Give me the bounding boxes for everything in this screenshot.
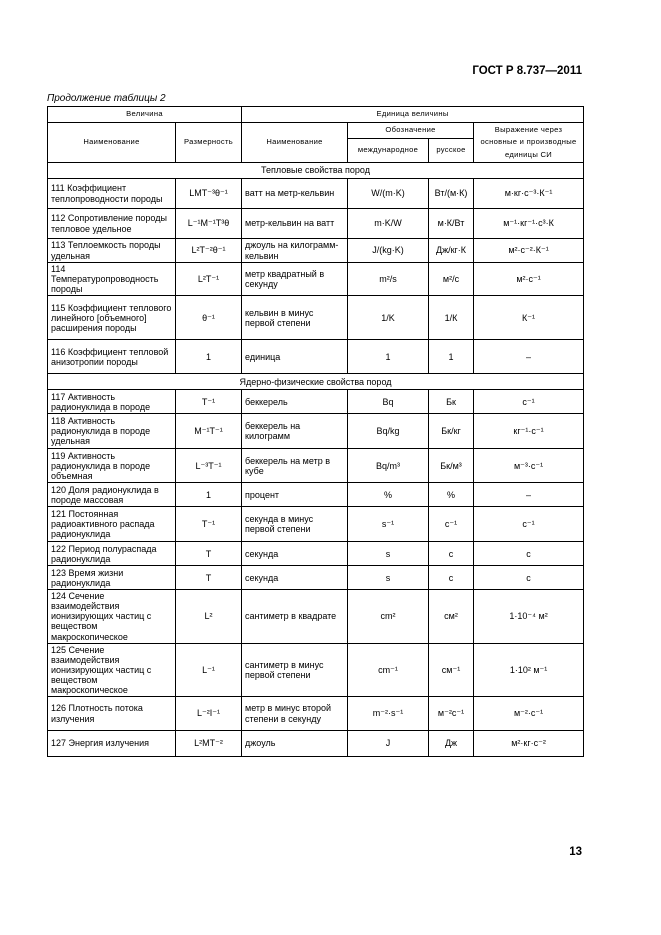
- unit-name-cell: единица: [242, 340, 348, 374]
- unit-name-cell: секунда в минус первой степени: [242, 507, 348, 542]
- si-expression-cell: м⁻³·с⁻¹: [474, 449, 584, 483]
- si-expression-cell: с⁻¹: [474, 507, 584, 542]
- dimension-cell: L²: [176, 590, 242, 643]
- table-row: [48, 643, 584, 696]
- section-title: Тепловые свойства пород: [48, 163, 584, 179]
- table-row: [48, 340, 584, 374]
- header-row-2: [48, 123, 584, 139]
- si-expression-cell: м²·с⁻²·К⁻¹: [474, 239, 584, 263]
- unit-name-cell: метр в минус второй степени в секунду: [242, 697, 348, 731]
- unit-name-cell: беккерель на метр в кубе: [242, 449, 348, 483]
- quantity-name: 121 Постоянная радиоактивного распада радионуклида: [48, 507, 176, 542]
- quantity-name: 116 Коэффициент тепловой анизотропии породы: [48, 340, 176, 374]
- si-expression-cell: м⁻²·с⁻¹: [474, 697, 584, 731]
- unit-name-cell: беккерель на килограмм: [242, 414, 348, 449]
- si-expression-cell: 1·10² м⁻¹: [474, 643, 584, 696]
- dimension-cell: T⁻¹: [176, 390, 242, 414]
- quantity-name: 123 Время жизни радионуклида: [48, 566, 176, 590]
- header-dimension: Размерность: [176, 123, 242, 163]
- unit-name-cell: беккерель: [242, 390, 348, 414]
- table-row: [48, 209, 584, 239]
- unit-name-cell: кельвин в минус первой степени: [242, 296, 348, 340]
- international-symbol-cell: cm⁻¹: [348, 643, 429, 696]
- unit-name-cell: метр-кельвин на ватт: [242, 209, 348, 239]
- quantity-name: 111 Коэффициент теплопроводности породы: [48, 179, 176, 209]
- quantity-name: 122 Период полураспада радионуклида: [48, 542, 176, 566]
- table-row: [48, 179, 584, 209]
- quantity-name: 119 Активность радионуклида в породе объемная: [48, 449, 176, 483]
- international-symbol-cell: s: [348, 542, 429, 566]
- header-name: Наименование: [48, 123, 176, 163]
- quantity-name: 127 Энергия излучения: [48, 731, 176, 757]
- dimension-cell: 1: [176, 340, 242, 374]
- header-international: международное: [348, 139, 429, 163]
- unit-name-cell: секунда: [242, 542, 348, 566]
- page-number: 13: [569, 846, 582, 858]
- header-row-1: [48, 107, 584, 123]
- dimension-cell: L⁻²I⁻¹: [176, 697, 242, 731]
- si-expression-cell: м⁻¹·кг⁻¹·с³·К: [474, 209, 584, 239]
- si-expression-cell: с: [474, 542, 584, 566]
- table-row: [48, 239, 584, 263]
- unit-name-cell: ватт на метр-кельвин: [242, 179, 348, 209]
- russian-symbol-cell: Дж: [429, 731, 474, 757]
- si-expression-cell: с: [474, 566, 584, 590]
- quantity-name: 113 Теплоемкость породы удельная: [48, 239, 176, 263]
- si-expression-cell: –: [474, 483, 584, 507]
- international-symbol-cell: m·K/W: [348, 209, 429, 239]
- dimension-cell: L²T⁻²θ⁻¹: [176, 239, 242, 263]
- international-symbol-cell: cm²: [348, 590, 429, 643]
- table-row: [48, 414, 584, 449]
- table-row: [48, 507, 584, 542]
- table-row: [48, 449, 584, 483]
- international-symbol-cell: s: [348, 566, 429, 590]
- header-si-expression: Выражение через основные и производные единицы СИ: [474, 123, 584, 163]
- international-symbol-cell: Bq/kg: [348, 414, 429, 449]
- russian-symbol-cell: Вт/(м·К): [429, 179, 474, 209]
- international-symbol-cell: Bq/m³: [348, 449, 429, 483]
- russian-symbol-cell: м⁻²с⁻¹: [429, 697, 474, 731]
- international-symbol-cell: m²/s: [348, 263, 429, 296]
- table-caption: Продолжение таблицы 2: [47, 93, 166, 104]
- russian-symbol-cell: м·К/Вт: [429, 209, 474, 239]
- quantity-name: 124 Сечение взаимодействия ионизирующих частиц с веществом макроскопическое: [48, 590, 176, 643]
- dimension-cell: T⁻¹: [176, 507, 242, 542]
- unit-name-cell: процент: [242, 483, 348, 507]
- quantity-name: 126 Плотность потока излучения: [48, 697, 176, 731]
- quantity-name: 115 Коэффициент теплового линейного [объемного] расширения породы: [48, 296, 176, 340]
- dimension-cell: T: [176, 542, 242, 566]
- russian-symbol-cell: Бк/кг: [429, 414, 474, 449]
- dimension-cell: T: [176, 566, 242, 590]
- table-row: [48, 483, 584, 507]
- header-unit: Единица величины: [242, 107, 584, 123]
- quantity-name: 125 Сечение взаимодействия ионизирующих частиц с веществом макроскопическое: [48, 643, 176, 696]
- si-expression-cell: с⁻¹: [474, 390, 584, 414]
- international-symbol-cell: Bq: [348, 390, 429, 414]
- unit-name-cell: секунда: [242, 566, 348, 590]
- international-symbol-cell: %: [348, 483, 429, 507]
- international-symbol-cell: W/(m·K): [348, 179, 429, 209]
- quantity-name: 117 Активность радионуклида в породе: [48, 390, 176, 414]
- units-table: [47, 106, 584, 757]
- dimension-cell: L²MT⁻²: [176, 731, 242, 757]
- table-row: [48, 566, 584, 590]
- dimension-cell: L⁻¹M⁻¹T³θ: [176, 209, 242, 239]
- russian-symbol-cell: Дж/кг·К: [429, 239, 474, 263]
- dimension-cell: L⁻³T⁻¹: [176, 449, 242, 483]
- russian-symbol-cell: м²/с: [429, 263, 474, 296]
- table-row: [48, 263, 584, 296]
- international-symbol-cell: J: [348, 731, 429, 757]
- russian-symbol-cell: см²: [429, 590, 474, 643]
- header-unit-name: Наименование: [242, 123, 348, 163]
- table-row: [48, 390, 584, 414]
- table-row: [48, 697, 584, 731]
- quantity-name: 120 Доля радионуклида в породе массовая: [48, 483, 176, 507]
- dimension-cell: L²T⁻¹: [176, 263, 242, 296]
- russian-symbol-cell: с: [429, 566, 474, 590]
- international-symbol-cell: m⁻²·s⁻¹: [348, 697, 429, 731]
- table-row: [48, 590, 584, 643]
- si-expression-cell: К⁻¹: [474, 296, 584, 340]
- russian-symbol-cell: 1: [429, 340, 474, 374]
- dimension-cell: 1: [176, 483, 242, 507]
- russian-symbol-cell: см⁻¹: [429, 643, 474, 696]
- si-expression-cell: кг⁻¹·с⁻¹: [474, 414, 584, 449]
- si-expression-cell: м²·кг·с⁻²: [474, 731, 584, 757]
- russian-symbol-cell: %: [429, 483, 474, 507]
- document-code: ГОСТ Р 8.737—2011: [472, 65, 582, 77]
- russian-symbol-cell: 1/К: [429, 296, 474, 340]
- table-row: [48, 296, 584, 340]
- header-quantity: Величина: [48, 107, 242, 123]
- si-expression-cell: –: [474, 340, 584, 374]
- unit-name-cell: джоуль на килограмм-кельвин: [242, 239, 348, 263]
- header-russian: русское: [429, 139, 474, 163]
- dimension-cell: LMT⁻³θ⁻¹: [176, 179, 242, 209]
- si-expression-cell: м·кг·с⁻³·К⁻¹: [474, 179, 584, 209]
- table-row: [48, 542, 584, 566]
- unit-name-cell: джоуль: [242, 731, 348, 757]
- dimension-cell: θ⁻¹: [176, 296, 242, 340]
- international-symbol-cell: s⁻¹: [348, 507, 429, 542]
- section-row: [48, 374, 584, 390]
- russian-symbol-cell: с: [429, 542, 474, 566]
- table-row: [48, 731, 584, 757]
- russian-symbol-cell: с⁻¹: [429, 507, 474, 542]
- quantity-name: 112 Сопротивление породы тепловое удельное: [48, 209, 176, 239]
- unit-name-cell: метр квадратный в секунду: [242, 263, 348, 296]
- unit-name-cell: сантиметр в минус первой степени: [242, 643, 348, 696]
- dimension-cell: L⁻¹: [176, 643, 242, 696]
- russian-symbol-cell: Бк/м³: [429, 449, 474, 483]
- si-expression-cell: 1·10⁻⁴ м²: [474, 590, 584, 643]
- si-expression-cell: м²·с⁻¹: [474, 263, 584, 296]
- section-title: Ядерно-физические свойства пород: [48, 374, 584, 390]
- header-designation: Обозначение: [348, 123, 474, 139]
- quantity-name: 114 Температуропроводность породы: [48, 263, 176, 296]
- unit-name-cell: сантиметр в квадрате: [242, 590, 348, 643]
- international-symbol-cell: J/(kg·K): [348, 239, 429, 263]
- international-symbol-cell: 1: [348, 340, 429, 374]
- section-row: [48, 163, 584, 179]
- international-symbol-cell: 1/K: [348, 296, 429, 340]
- dimension-cell: M⁻¹T⁻¹: [176, 414, 242, 449]
- russian-symbol-cell: Бк: [429, 390, 474, 414]
- quantity-name: 118 Активность радионуклида в породе удельная: [48, 414, 176, 449]
